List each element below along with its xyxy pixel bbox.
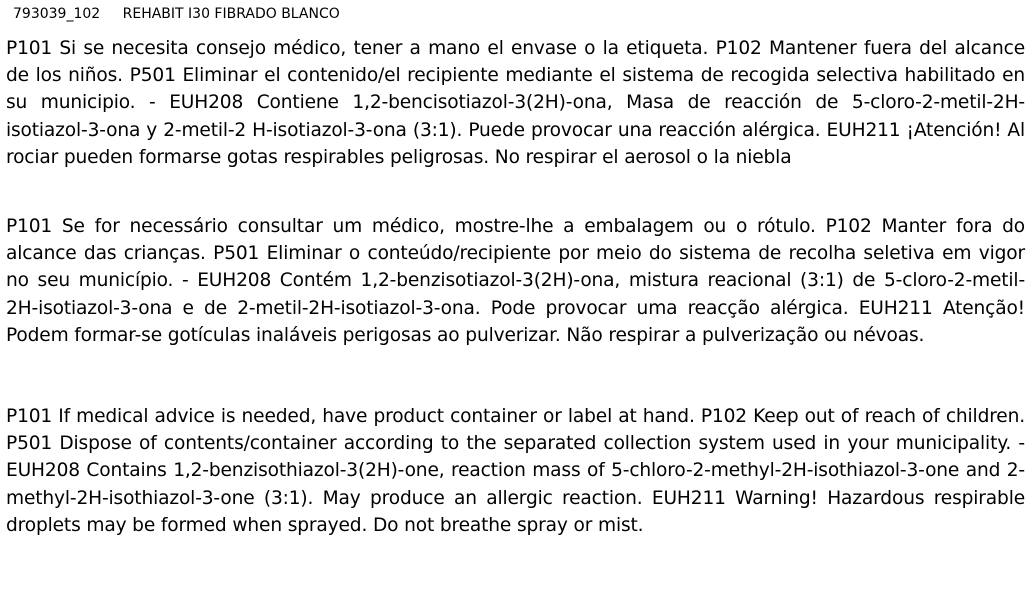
product-name: REHABIT I30 FIBRADO BLANCO bbox=[122, 6, 340, 22]
product-code: 793039_102 bbox=[13, 6, 101, 22]
safety-text-spanish: P101 Si se necesita consejo médico, tener a mano el envase o la etiqueta. P102 Mantener fuera del alcance de los niños. P501 Eliminar el contenido/el recipiente mediante el sistema de recogida selectiva habilitado en su municipio. - EUH208 Contiene 1,2-bencisotiazol-3(2H)-ona, Masa de reacción de 5-cloro-2-metil-2H-isotiazol-3-ona y 2-metil-2 H-isotiazol-3-ona (3:1). Puede provocar una reacción alérgica. EUH211 ¡Atención! Al rociar pueden formarse gotas respirables peligrosas. No respirar el aerosol o la niebla bbox=[6, 38, 1025, 168]
document-header bbox=[13, 5, 340, 23]
safety-text-portuguese: P101 Se for necessário consultar um médico, mostre-lhe a embalagem ou o rótulo. P102 Manter fora do alcance das crianças. P501 Eliminar o conteúdo/recipiente por meio do sistema de recolha seletiva em vigor no seu município. - EUH208 Contém 1,2-benzisotiazol-3(2H)-ona, mistura reacional (3:1) de 5-cloro-2-metil-2H-isotiazol-3-ona e de 2-metil-2H-isotiazol-3-ona. Pode provocar uma reacção alérgica. EUH211 Atenção! Podem formar-se gotículas inaláveis perigosas ao pulverizar. Não respirar a pulverização ou névoas. bbox=[6, 216, 1025, 346]
safety-text-english: P101 If medical advice is needed, have product container or label at hand. P102 Keep out of reach of children. P501 Dispose of contents/container according to the separated collection system used in your municipality. - EUH208 Contains 1,2-benzisothiazol-3(2H)-one, reaction mass of 5-chloro-2-methyl-2H-isothiazol-3-one and 2-methyl-2H-isothiazol-3-one (3:1). May produce an allergic reaction. EUH211 Warning! Hazardous respirable droplets may be formed when sprayed. Do not breathe spray or mist. bbox=[6, 406, 1025, 536]
